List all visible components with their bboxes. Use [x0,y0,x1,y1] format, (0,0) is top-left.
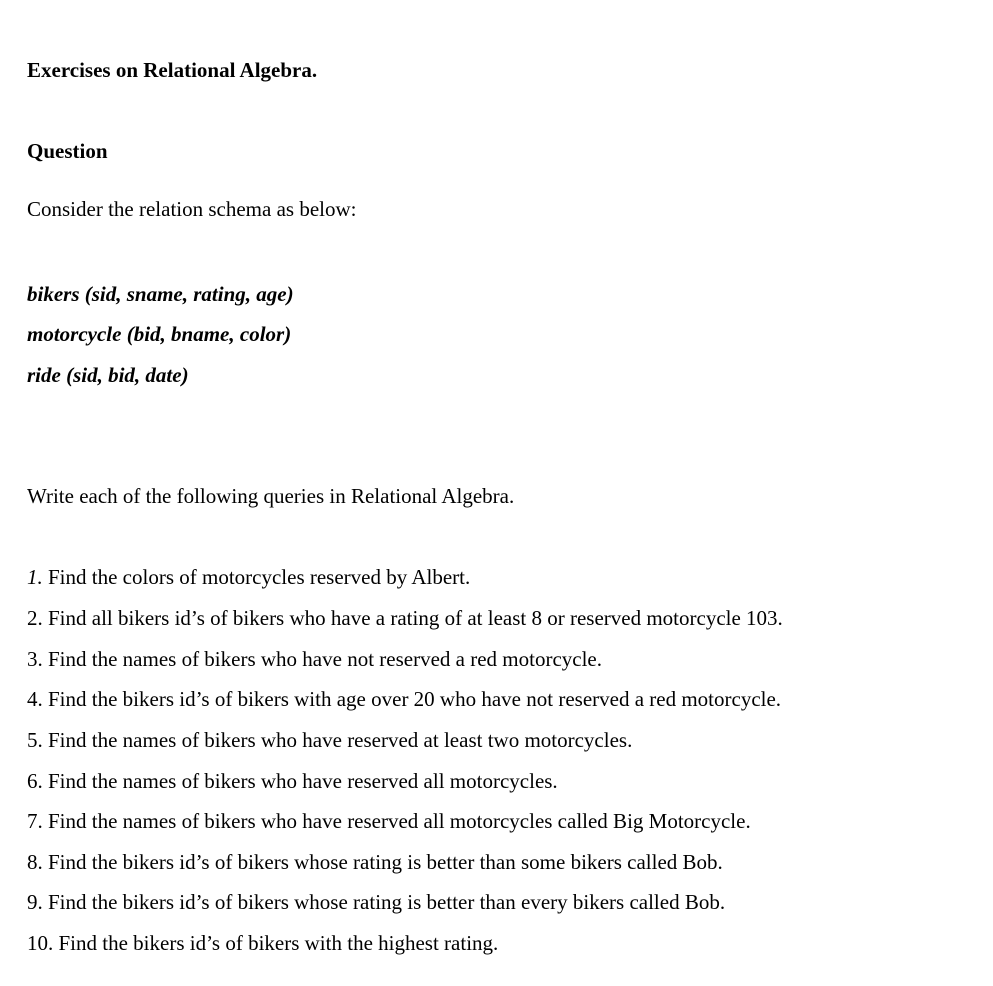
query-number: 6. [27,769,43,793]
schema-bikers: bikers (sid, sname, rating, age) [27,282,294,306]
query-text: Find the names of bikers who have reserved all motorcycles. [42,769,558,793]
query-item-1 [27,564,470,590]
query-text: Find the bikers id’s of bikers with age over 20 who have not reserved a red motorcycle. [42,687,782,711]
schema-motorcycle: motorcycle (bid, bname, color) [27,322,292,346]
schema-ride: ride (sid, bid, date) [27,363,189,387]
query-number: 4. [27,687,43,711]
query-item-8 [27,849,723,875]
query-item-2 [27,605,783,631]
query-number: 1. [27,565,43,589]
query-text: Find the bikers id’s of bikers whose rating is better than every bikers called Bob. [42,890,726,914]
query-number: 8. [27,850,43,874]
schema-intro: Consider the relation schema as below: [27,197,357,221]
query-text: Find the names of bikers who have reserved at least two motorcycles. [42,728,633,752]
query-text: Find the bikers id’s of bikers whose rating is better than some bikers called Bob. [42,850,723,874]
query-item-10 [27,930,498,956]
query-text: Find the names of bikers who have not reserved a red motorcycle. [42,647,602,671]
query-item-4 [27,686,781,712]
query-item-6 [27,768,558,794]
query-item-9 [27,889,725,915]
query-item-3 [27,646,602,672]
query-number: 10. [27,931,54,955]
query-number: 7. [27,809,43,833]
query-item-5 [27,727,632,753]
query-text: Find the names of bikers who have reserved all motorcycles called Big Motorcycle. [42,809,751,833]
query-text: Find the colors of motorcycles reserved by Albert. [42,565,471,589]
question-heading: Question [27,139,108,163]
document-title: Exercises on Relational Algebra. [27,58,318,82]
instruction-text: Write each of the following queries in Relational Algebra. [27,484,515,508]
query-number: 3. [27,647,43,671]
query-number: 9. [27,890,43,914]
query-text: Find the bikers id’s of bikers with the highest rating. [53,931,499,955]
query-item-7 [27,808,751,834]
query-number: 2. [27,606,43,630]
query-text: Find all bikers id’s of bikers who have a rating of at least 8 or reserved motorcycle 103. [42,606,783,630]
query-number: 5. [27,728,43,752]
